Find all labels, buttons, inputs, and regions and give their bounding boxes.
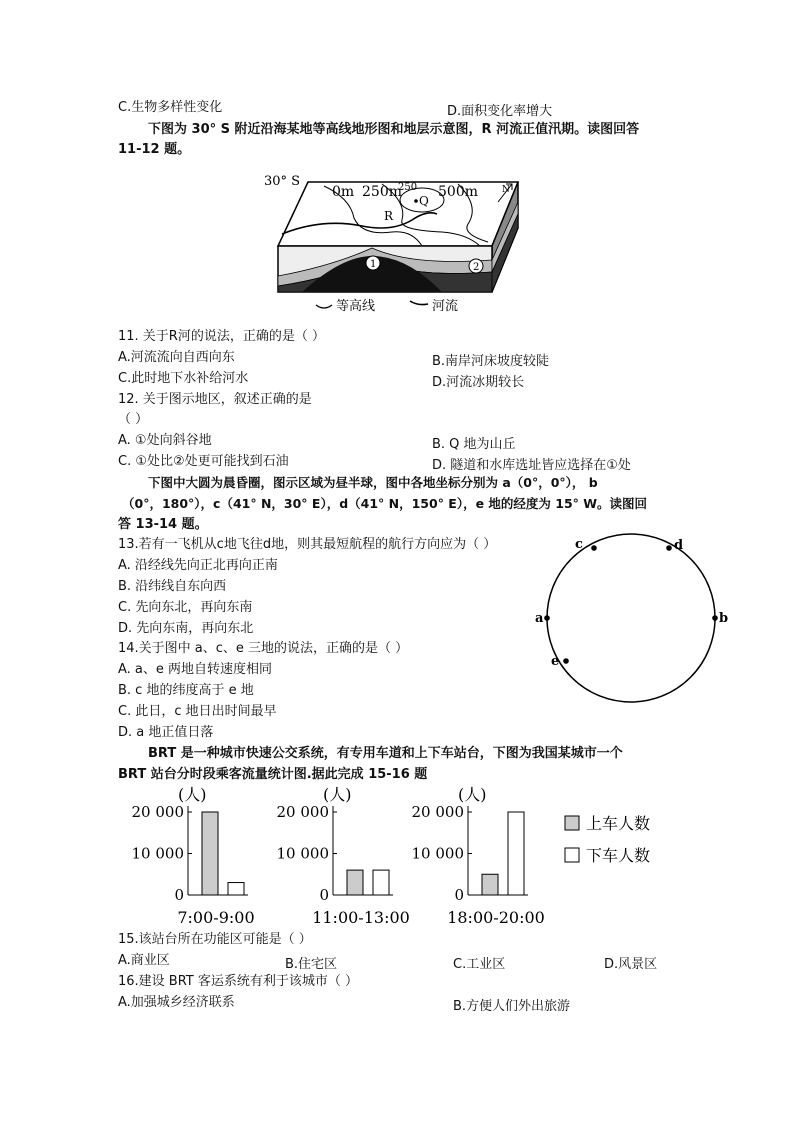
intro-11-12-line1: 下图为 30° S 附近沿海某地等高线地形图和地层示意图，R 河流正值汛期。读图回答 (148, 122, 640, 137)
q15-option-b: B.住宅区 (285, 957, 338, 972)
intro-15-16-line1: BRT 是一种城市快速公交系统，有专用车道和上下车站台，下图为我国某城市一个 (148, 746, 623, 761)
chart-1-ytick-label: 0 (174, 886, 184, 904)
stratum-marker-1-label: 1 (370, 259, 377, 270)
chart-2-ytick-label: 0 (319, 886, 329, 904)
point-d-label: d (674, 538, 684, 553)
chart-2-bar-alighting (373, 870, 389, 895)
q12-option-b: B. Q 地为山丘 (432, 437, 516, 452)
chart-1-ytick-label: 20 000 (131, 803, 184, 821)
legend-label-alighting: 下车人数 (586, 846, 651, 865)
chart-3-ylabel: (人) (458, 785, 487, 804)
q10-option-d: D.面积变化率增大 (447, 104, 553, 119)
chart-2-ytick-label: 10 000 (276, 844, 329, 863)
q10-option-c: C.生物多样性变化 (118, 100, 223, 115)
intro-13-14-line1: 下图中大圆为晨昏圈，图示区域为昼半球，图中各地坐标分别为 a（0°，0°）， b (148, 475, 598, 490)
q15-stem: 15.该站台所在功能区可能是（ ） (118, 932, 312, 947)
point-c-label: c (575, 537, 583, 552)
q11-option-a: A.河流流向自西向东 (118, 350, 235, 365)
point-d-dot (666, 545, 672, 551)
q12-option-a: A. ①处向斜谷地 (118, 433, 212, 448)
chart-2-bar-boarding (347, 870, 363, 895)
legend-river-icon (410, 301, 428, 305)
chart-1-bar-alighting (228, 883, 244, 895)
legend-contour-label: 等高线 (336, 299, 376, 314)
q12-option-d: D. 隧道和水库选址皆应选择在①处 (432, 458, 631, 473)
chart-1-category-label: 7:00-9:00 (177, 908, 255, 927)
q13-option-d: D. 先向东南，再向东北 (118, 621, 254, 636)
chart-3-ytick-label: 0 (454, 886, 464, 904)
point-a-dot (544, 615, 550, 621)
contour-label-500m: 500m (438, 184, 478, 200)
chart-3-ytick-label: 20 000 (411, 803, 464, 821)
latitude-label: 30° S (264, 174, 301, 189)
legend-river-label: 河流 (432, 299, 459, 314)
chart-2-ylabel: (人) (323, 785, 352, 804)
terrain-block-diagram (262, 168, 542, 318)
q15-option-c: C.工业区 (453, 957, 506, 972)
contour-label-0m: 0m (332, 184, 355, 200)
point-e-dot (563, 658, 569, 664)
stratum-marker-2-label: 2 (473, 262, 480, 273)
chart-2-ytick-label: 20 000 (276, 803, 329, 821)
intro-11-12-line2: 11-12 题。 (118, 142, 191, 157)
contour-label-250-small: 250 (398, 182, 418, 193)
terminator-circle (547, 534, 715, 702)
q11-option-d: D.河流冰期较长 (432, 375, 525, 390)
chart-3-bar-alighting (508, 812, 524, 895)
q11-stem: 11. 关于R河的说法，正确的是（ ） (118, 329, 325, 344)
q16-option-b: B.方便人们外出旅游 (453, 999, 571, 1014)
intro-15-16-line2: BRT 站台分时段乘客流量统计图.据此完成 15-16 题 (118, 767, 428, 782)
chart-3-bar-boarding (482, 874, 498, 895)
chart-3-ytick-label: 10 000 (411, 844, 464, 863)
legend-label-boarding: 上车人数 (586, 814, 651, 833)
chart-3-category-label: 18:00-20:00 (447, 908, 545, 927)
chart-1-bar-boarding (202, 812, 218, 895)
legend-swatch-alighting (565, 848, 579, 862)
river-r-label: R (384, 209, 394, 223)
point-b-dot (712, 615, 718, 621)
q15-option-d: D.风景区 (604, 957, 658, 972)
point-c-dot (591, 545, 597, 551)
q11-option-b: B.南岸河床坡度较陡 (432, 354, 550, 369)
point-e-label: e (551, 654, 560, 669)
legend-swatch-boarding (565, 816, 579, 830)
point-q-dot (414, 199, 418, 203)
chart-1-ytick-label: 10 000 (131, 844, 184, 863)
q16-stem: 16.建设 BRT 客运系统有利于该城市（ ） (118, 974, 359, 989)
intro-13-14-line3: 答 13-14 题。 (118, 517, 208, 532)
q14-option-d: D. a 地正值日落 (118, 725, 214, 740)
q13-option-b: B. 沿纬线自东向西 (118, 579, 227, 594)
q12-paren: （ ） (118, 412, 149, 427)
q14-option-c: C. 此日，c 地日出时间最早 (118, 704, 277, 719)
legend-contour-icon (316, 305, 332, 308)
q13-option-c: C. 先向东北，再向东南 (118, 600, 253, 615)
terminator-circle-diagram (534, 532, 730, 706)
brt-passenger-chart (118, 782, 678, 932)
point-a-label: a (535, 611, 544, 626)
q16-option-a: A.加强城乡经济联系 (118, 995, 235, 1010)
chart-2-category-label: 11:00-13:00 (312, 908, 410, 927)
intro-13-14-line2: （0°，180°），c（41° N，30° E），d（41° N，150° E），e 地的经度为 15° W。读图回 (122, 496, 648, 511)
north-label: N (502, 185, 510, 195)
q13-stem: 13.若有一飞机从c地飞往d地，则其最短航程的航行方向应为（ ） (118, 537, 497, 552)
q11-option-c: C.此时地下水补给河水 (118, 371, 249, 386)
q14-option-a: A. a、e 两地自转速度相同 (118, 662, 273, 677)
q14-stem: 14.关于图中 a、c、e 三地的说法，正确的是（ ） (118, 641, 409, 656)
q12-stem: 12. 关于图示地区，叙述正确的是 (118, 392, 312, 407)
q15-option-a: A.商业区 (118, 953, 170, 968)
q14-option-b: B. c 地的纬度高于 e 地 (118, 683, 254, 698)
point-q-label: Q (419, 194, 429, 208)
point-b-label: b (719, 611, 729, 626)
contour-label-250m: 250m (362, 184, 402, 200)
q12-option-c: C. ①处比②处更可能找到石油 (118, 454, 289, 469)
chart-1-ylabel: (人) (178, 785, 207, 804)
q13-option-a: A. 沿经线先向正北再向正南 (118, 558, 278, 573)
